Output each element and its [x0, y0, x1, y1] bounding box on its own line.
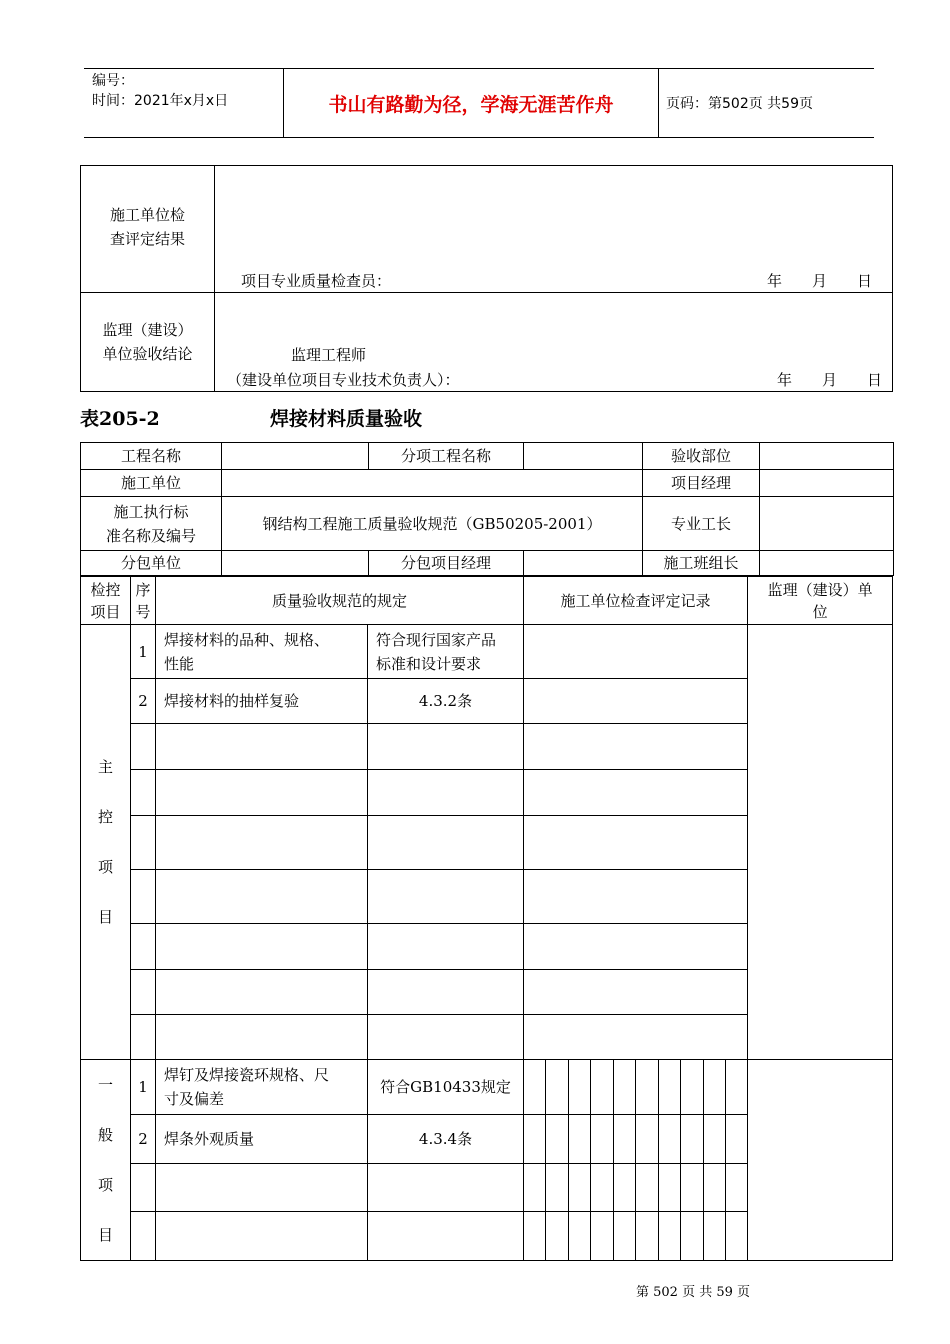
req-cell: 4.3.4条 [368, 1115, 524, 1164]
label-line: 准名称及编号 [105, 526, 196, 545]
record-cell[interactable] [524, 816, 748, 870]
record-subcell[interactable] [614, 1060, 636, 1115]
item-line: 寸及偏差 [164, 1090, 225, 1109]
record-subcell[interactable] [614, 1115, 636, 1164]
general-items-label [81, 1060, 131, 1261]
record-subcell[interactable] [659, 1212, 681, 1261]
req-cell [368, 1163, 524, 1212]
label-char: 项 [97, 1176, 113, 1194]
record-cell[interactable] [524, 625, 748, 679]
seq-cell: 1 [131, 625, 156, 679]
label-line: 施工单位检 [109, 206, 185, 224]
engineer-label: 监理工程师 [291, 346, 367, 364]
motto: 书山有路勤为径，学海无涯苦作舟 [284, 69, 659, 137]
seq-cell [131, 970, 156, 1015]
record-subcell[interactable] [591, 1212, 614, 1261]
table-name: 焊接材料质量验收 [270, 408, 423, 430]
construction-check-content [215, 166, 893, 293]
req-cell [368, 770, 524, 816]
item-line: 焊钉及焊接瓷环规格、尺 [164, 1066, 330, 1085]
label-char: 项 [97, 858, 113, 876]
record-subcell[interactable] [569, 1163, 591, 1212]
seq-cell [131, 870, 156, 924]
record-subcell[interactable] [524, 1115, 546, 1164]
record-subcell[interactable] [704, 1060, 726, 1115]
record-subcell[interactable] [569, 1212, 591, 1261]
record-cell[interactable] [524, 970, 748, 1015]
team-leader-value[interactable] [760, 551, 894, 576]
sub-project-name-label: 分项工程名称 [369, 443, 524, 470]
label-char: 般 [97, 1126, 113, 1144]
header-line: 项目 [90, 602, 121, 621]
supervision-cell[interactable] [748, 1060, 893, 1261]
table-title [80, 404, 422, 431]
record-subcell[interactable] [569, 1060, 591, 1115]
label-char: 控 [97, 808, 113, 826]
item-cell [156, 970, 368, 1015]
record-cell[interactable] [524, 924, 748, 970]
number-label: 编号： [92, 73, 134, 89]
sub-project-name-value[interactable] [524, 443, 643, 470]
subcontractor-label: 分包单位 [81, 551, 222, 576]
item-cell [156, 924, 368, 970]
seq-cell: 2 [131, 679, 156, 724]
req-cell [368, 724, 524, 770]
record-subcell[interactable] [704, 1212, 726, 1261]
record-subcell[interactable] [659, 1163, 681, 1212]
record-cell[interactable] [524, 724, 748, 770]
record-subcell[interactable] [591, 1060, 614, 1115]
main-items-label [81, 625, 131, 1060]
label-char: 目 [97, 908, 113, 926]
record-subcell[interactable] [659, 1115, 681, 1164]
req-line: 符合现行国家产品 [376, 630, 497, 649]
signoff-table [80, 165, 893, 392]
label-line: 施工执行标 [113, 502, 189, 521]
standard-value: 钢结构工程施工质量验收规范（GB50205-2001） [222, 497, 643, 551]
header-line: 位 [812, 602, 828, 621]
item-cell [156, 816, 368, 870]
record-subcell[interactable] [636, 1060, 659, 1115]
record-subcell[interactable] [726, 1115, 748, 1164]
table-number: 表205-2 [80, 408, 160, 430]
record-subcell[interactable] [546, 1163, 569, 1212]
req-line: 标准和设计要求 [376, 654, 482, 673]
date-placeholder: 年 月 日 [767, 272, 873, 290]
req-cell [368, 1015, 524, 1060]
record-subcell[interactable] [681, 1115, 704, 1164]
req-cell [368, 870, 524, 924]
record-subcell[interactable] [681, 1212, 704, 1261]
construction-unit-value[interactable] [222, 470, 643, 497]
record-cell[interactable] [524, 870, 748, 924]
record-subcell[interactable] [524, 1163, 546, 1212]
seq-cell [131, 816, 156, 870]
item-line: 性能 [164, 654, 195, 673]
item-cell [156, 1163, 368, 1212]
construction-check-label [81, 166, 215, 293]
item-cell [156, 1212, 368, 1261]
item-cell [156, 625, 368, 679]
item-cell [156, 1060, 368, 1115]
engineer-sub-label: （建设单位项目专业技术负责人）： [227, 371, 460, 389]
record-subcell[interactable] [704, 1163, 726, 1212]
record-subcell[interactable] [636, 1163, 659, 1212]
seq-cell [131, 1212, 156, 1261]
record-subcell[interactable] [546, 1060, 569, 1115]
seq-cell [131, 924, 156, 970]
team-leader-label: 施工班组长 [643, 551, 760, 576]
req-cell: 符合GB10433规定 [368, 1060, 524, 1115]
seq-cell [131, 1015, 156, 1060]
item-cell [156, 724, 368, 770]
record-subcell[interactable] [569, 1115, 591, 1164]
info-table [80, 442, 894, 576]
header-meta [84, 69, 284, 137]
req-cell [368, 970, 524, 1015]
header-line: 监理（建设）单 [767, 580, 873, 599]
header-line: 序 [135, 580, 151, 599]
supervision-cell[interactable] [748, 625, 893, 1060]
record-subcell[interactable] [591, 1163, 614, 1212]
header-line: 号 [135, 602, 151, 621]
item-line: 焊接材料的品种、规格、 [164, 630, 330, 649]
project-name-label: 工程名称 [81, 443, 222, 470]
record-subcell[interactable] [681, 1163, 704, 1212]
record-subcell[interactable] [524, 1212, 546, 1261]
record-subcell[interactable] [546, 1115, 569, 1164]
label-line: 查评定结果 [109, 230, 185, 248]
req-cell: 4.3.2条 [368, 679, 524, 724]
record-subcell[interactable] [659, 1060, 681, 1115]
project-manager-value[interactable] [760, 470, 894, 497]
req-cell [368, 924, 524, 970]
subcontractor-value[interactable] [222, 551, 369, 576]
seq-cell [131, 770, 156, 816]
project-manager-label: 项目经理 [643, 470, 760, 497]
page-label: 页码：第502页 共59页 [666, 96, 813, 112]
seq-cell: 2 [131, 1115, 156, 1164]
record-subcell[interactable] [546, 1212, 569, 1261]
inspector-label: 项目专业质量检查员： [241, 272, 392, 290]
seq-cell [131, 1163, 156, 1212]
label-line: 监理（建设） [102, 321, 193, 339]
page-header [84, 68, 874, 138]
record-subcell[interactable] [636, 1115, 659, 1164]
record-subcell[interactable] [726, 1212, 748, 1261]
spec-header: 质量验收规范的规定 [156, 577, 524, 625]
record-header: 施工单位检查评定记录 [524, 577, 748, 625]
item-cell: 焊条外观质量 [156, 1115, 368, 1164]
record-subcell[interactable] [704, 1115, 726, 1164]
foreman-value[interactable] [760, 497, 894, 551]
check-item-header [81, 577, 131, 625]
sub-manager-label: 分包项目经理 [369, 551, 524, 576]
record-subcell[interactable] [524, 1060, 546, 1115]
supervision-header [748, 577, 893, 625]
label-char: 目 [97, 1226, 113, 1244]
seq-cell [131, 724, 156, 770]
standard-label [81, 497, 222, 551]
record-cell[interactable] [524, 1015, 748, 1060]
label-line: 单位验收结论 [102, 345, 193, 363]
record-subcell[interactable] [681, 1060, 704, 1115]
record-cell[interactable] [524, 679, 748, 724]
item-cell: 焊接材料的抽样复验 [156, 679, 368, 724]
record-subcell[interactable] [591, 1115, 614, 1164]
date-label: 时间：2021年x月x日 [92, 93, 229, 109]
record-subcell[interactable] [614, 1212, 636, 1261]
supervision-label [81, 293, 215, 392]
record-subcell[interactable] [636, 1212, 659, 1261]
project-name-value[interactable] [222, 443, 369, 470]
header-line: 检控 [90, 580, 121, 599]
inspection-table [80, 576, 893, 1261]
item-cell [156, 770, 368, 816]
date-placeholder: 年 月 日 [777, 371, 883, 389]
foreman-label: 专业工长 [643, 497, 760, 551]
label-char: 主 [97, 758, 113, 776]
acceptance-part-value[interactable] [760, 443, 894, 470]
label-char: 一 [97, 1076, 113, 1094]
item-cell [156, 1015, 368, 1060]
record-subcell[interactable] [614, 1163, 636, 1212]
record-cell[interactable] [524, 770, 748, 816]
record-subcell[interactable] [726, 1060, 748, 1115]
acceptance-part-label: 验收部位 [643, 443, 760, 470]
req-cell [368, 625, 524, 679]
seq-cell: 1 [131, 1060, 156, 1115]
sub-manager-value[interactable] [524, 551, 643, 576]
construction-unit-label: 施工单位 [81, 470, 222, 497]
req-cell [368, 816, 524, 870]
seq-header [131, 577, 156, 625]
req-cell [368, 1212, 524, 1261]
supervision-content [215, 293, 893, 392]
item-cell [156, 870, 368, 924]
record-subcell[interactable] [726, 1163, 748, 1212]
page-footer: 第 502 页 共 59 页 [636, 1285, 751, 1300]
